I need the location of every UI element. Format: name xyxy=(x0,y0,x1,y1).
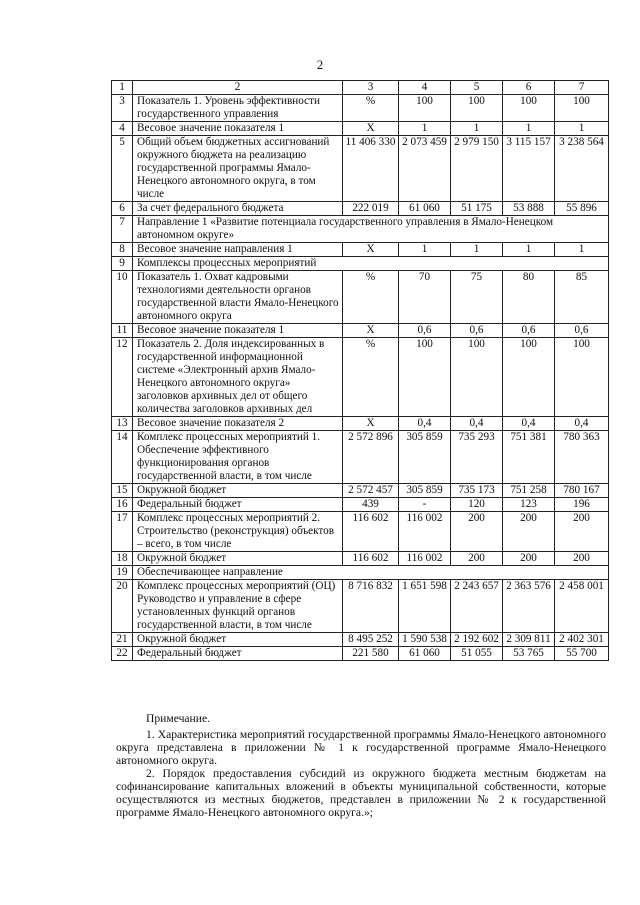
notes-section xyxy=(116,712,606,819)
table-row xyxy=(112,95,609,122)
row-number: 13 xyxy=(112,417,133,431)
year-value: 1 xyxy=(399,122,451,136)
row-description: Весовое значение показателя 1 xyxy=(133,324,343,338)
year-value: 0,6 xyxy=(399,324,451,338)
year-value: 100 xyxy=(399,95,451,122)
row-number: 3 xyxy=(112,95,133,122)
table-row xyxy=(112,512,609,552)
unit-or-total: Х xyxy=(343,122,399,136)
year-value: 0,6 xyxy=(555,324,609,338)
year-value: 100 xyxy=(555,338,609,417)
row-number: 8 xyxy=(112,243,133,257)
unit-or-total: 221 580 xyxy=(343,647,399,661)
year-value: 2 402 301 xyxy=(555,633,609,647)
table-row xyxy=(112,243,609,257)
row-number: 20 xyxy=(112,580,133,633)
table-row xyxy=(112,338,609,417)
row-description: Показатель 1. Уровень эффективности государственного управления xyxy=(133,95,343,122)
year-value: 0,4 xyxy=(503,417,555,431)
row-number: 17 xyxy=(112,512,133,552)
table-row xyxy=(112,417,609,431)
row-description: Окружной бюджет xyxy=(133,552,343,566)
year-value: 2 192 602 xyxy=(451,633,503,647)
year-value: 0,4 xyxy=(555,417,609,431)
year-value: 3 115 157 xyxy=(503,136,555,202)
unit-or-total: 11 406 330 xyxy=(343,136,399,202)
table-row xyxy=(112,271,609,324)
year-value: 116 002 xyxy=(399,552,451,566)
year-value: 200 xyxy=(555,512,609,552)
row-description: Показатель 1. Охват кадровыми технологиями деятельности органов государственной власти Ямало-Ненецкого автономного округа xyxy=(133,271,343,324)
row-description: Весовое значение показателя 2 xyxy=(133,417,343,431)
year-value: 1 xyxy=(555,243,609,257)
unit-or-total: Х xyxy=(343,243,399,257)
year-value: 735 293 xyxy=(451,431,503,484)
year-value: 53 765 xyxy=(503,647,555,661)
row-description: За счет федерального бюджета xyxy=(133,202,343,216)
table-row xyxy=(112,552,609,566)
year-value: 2 363 576 xyxy=(503,580,555,633)
header-cell: 2 xyxy=(133,81,343,95)
year-value: 51 055 xyxy=(451,647,503,661)
year-value: 2 073 459 xyxy=(399,136,451,202)
table-row xyxy=(112,257,609,271)
table-row xyxy=(112,136,609,202)
year-value: 1 590 538 xyxy=(399,633,451,647)
section-heading: Комплексы процессных мероприятий xyxy=(133,257,609,271)
unit-or-total: 116 602 xyxy=(343,552,399,566)
year-value: 200 xyxy=(555,552,609,566)
header-cell: 1 xyxy=(112,81,133,95)
year-value: 1 xyxy=(503,122,555,136)
row-description: Окружной бюджет xyxy=(133,633,343,647)
year-value: 80 xyxy=(503,271,555,324)
year-value: 1 xyxy=(555,122,609,136)
header-cell: 6 xyxy=(503,81,555,95)
unit-or-total: 116 602 xyxy=(343,512,399,552)
row-description: Комплекс процессных мероприятий 1. Обеспечение эффективного функционирования органов государственной власти, в том числе xyxy=(133,431,343,484)
year-value: 780 363 xyxy=(555,431,609,484)
year-value: 1 xyxy=(399,243,451,257)
row-number: 16 xyxy=(112,498,133,512)
row-description: Комплекс процессных мероприятий (ОЦ) Руководство и управление в сфере установленных функций органов государственной власти, в том числе xyxy=(133,580,343,633)
year-value: 100 xyxy=(503,95,555,122)
year-value: 2 979 150 xyxy=(451,136,503,202)
unit-or-total: % xyxy=(343,95,399,122)
table-row xyxy=(112,324,609,338)
year-value: 200 xyxy=(503,512,555,552)
unit-or-total: Х xyxy=(343,417,399,431)
unit-or-total: 8 495 252 xyxy=(343,633,399,647)
year-value: - xyxy=(399,498,451,512)
header-cell: 7 xyxy=(555,81,609,95)
year-value: 305 859 xyxy=(399,484,451,498)
year-value: 200 xyxy=(451,512,503,552)
year-value: 780 167 xyxy=(555,484,609,498)
table-body xyxy=(112,81,609,661)
unit-or-total: 222 019 xyxy=(343,202,399,216)
table-row xyxy=(112,566,609,580)
row-description: Комплекс процессных мероприятий 2. Строительство (реконструкция) объектов – всего, в том числе xyxy=(133,512,343,552)
row-number: 9 xyxy=(112,257,133,271)
year-value: 85 xyxy=(555,271,609,324)
unit-or-total: 2 572 896 xyxy=(343,431,399,484)
row-description: Весовое значение направления 1 xyxy=(133,243,343,257)
year-value: 200 xyxy=(503,552,555,566)
row-description: Весовое значение показателя 1 xyxy=(133,122,343,136)
row-number: 4 xyxy=(112,122,133,136)
row-number: 18 xyxy=(112,552,133,566)
unit-or-total: 2 572 457 xyxy=(343,484,399,498)
table-header-row xyxy=(112,81,609,95)
unit-or-total: % xyxy=(343,338,399,417)
row-description: Общий объем бюджетных ассигнований окружного бюджета на реализацию государственной программы Ямало-Ненецкого автономного округа, в том числе xyxy=(133,136,343,202)
year-value: 751 258 xyxy=(503,484,555,498)
header-cell: 5 xyxy=(451,81,503,95)
row-description: Федеральный бюджет xyxy=(133,647,343,661)
year-value: 55 700 xyxy=(555,647,609,661)
year-value: 200 xyxy=(451,552,503,566)
table-row xyxy=(112,431,609,484)
table-row xyxy=(112,580,609,633)
row-number: 21 xyxy=(112,633,133,647)
table-row xyxy=(112,216,609,243)
table-row xyxy=(112,484,609,498)
unit-or-total: Х xyxy=(343,324,399,338)
year-value: 100 xyxy=(451,338,503,417)
year-value: 2 309 811 xyxy=(503,633,555,647)
year-value: 0,6 xyxy=(503,324,555,338)
row-description: Показатель 2. Доля индексированных в государственной информационной системе «Электронный архив Ямало-Ненецкого автономного округа» заголовков архивных дел от общего количества заголовков архивных дел xyxy=(133,338,343,417)
row-number: 6 xyxy=(112,202,133,216)
year-value: 0,6 xyxy=(451,324,503,338)
year-value: 751 381 xyxy=(503,431,555,484)
year-value: 735 173 xyxy=(451,484,503,498)
year-value: 100 xyxy=(451,95,503,122)
section-heading: Обеспечивающее направление xyxy=(133,566,609,580)
table-row xyxy=(112,647,609,661)
year-value: 116 002 xyxy=(399,512,451,552)
year-value: 0,4 xyxy=(399,417,451,431)
year-value: 1 651 598 xyxy=(399,580,451,633)
year-value: 1 xyxy=(451,122,503,136)
year-value: 196 xyxy=(555,498,609,512)
year-value: 75 xyxy=(451,271,503,324)
table-row xyxy=(112,633,609,647)
year-value: 100 xyxy=(503,338,555,417)
year-value: 100 xyxy=(399,338,451,417)
row-number: 7 xyxy=(112,216,133,243)
row-number: 19 xyxy=(112,566,133,580)
table-row xyxy=(112,202,609,216)
year-value: 51 175 xyxy=(451,202,503,216)
row-number: 5 xyxy=(112,136,133,202)
year-value: 0,4 xyxy=(451,417,503,431)
year-value: 53 888 xyxy=(503,202,555,216)
year-value: 61 060 xyxy=(399,647,451,661)
row-description: Федеральный бюджет xyxy=(133,498,343,512)
note-item: 2. Порядок предоставления субсидий из окружного бюджета местным бюджетам на софинансирование капитальных вложений в объекты муниципальной собственности, которые осуществляются из местных бюджетов, представлен в приложении № 2 к государственной программе Ямало-Ненецкого автономного округа.»; xyxy=(116,767,606,819)
year-value: 70 xyxy=(399,271,451,324)
row-number: 15 xyxy=(112,484,133,498)
page-number: 2 xyxy=(316,57,324,72)
row-number: 10 xyxy=(112,271,133,324)
year-value: 2 458 001 xyxy=(555,580,609,633)
header-cell: 3 xyxy=(343,81,399,95)
row-number: 12 xyxy=(112,338,133,417)
year-value: 100 xyxy=(555,95,609,122)
indicators-table xyxy=(111,80,609,661)
unit-or-total: 439 xyxy=(343,498,399,512)
unit-or-total: 8 716 832 xyxy=(343,580,399,633)
year-value: 2 243 657 xyxy=(451,580,503,633)
year-value: 1 xyxy=(451,243,503,257)
note-item: 1. Характеристика мероприятий государственной программы Ямало-Ненецкого автономного округа представлена в приложении № 1 к государственной программе Ямало-Ненецкого автономного округа. xyxy=(116,728,606,767)
year-value: 1 xyxy=(503,243,555,257)
row-description: Окружной бюджет xyxy=(133,484,343,498)
row-number: 22 xyxy=(112,647,133,661)
year-value: 3 238 564 xyxy=(555,136,609,202)
year-value: 305 859 xyxy=(399,431,451,484)
unit-or-total: % xyxy=(343,271,399,324)
table-row xyxy=(112,498,609,512)
year-value: 55 896 xyxy=(555,202,609,216)
header-cell: 4 xyxy=(399,81,451,95)
row-number: 14 xyxy=(112,431,133,484)
row-number: 11 xyxy=(112,324,133,338)
section-heading: Направление 1 «Развитие потенциала государственного управления в Ямало-Ненецком автономном округе» xyxy=(133,216,609,243)
year-value: 61 060 xyxy=(399,202,451,216)
table-row xyxy=(112,122,609,136)
year-value: 120 xyxy=(451,498,503,512)
notes-title: Примечание. xyxy=(146,712,210,725)
year-value: 123 xyxy=(503,498,555,512)
